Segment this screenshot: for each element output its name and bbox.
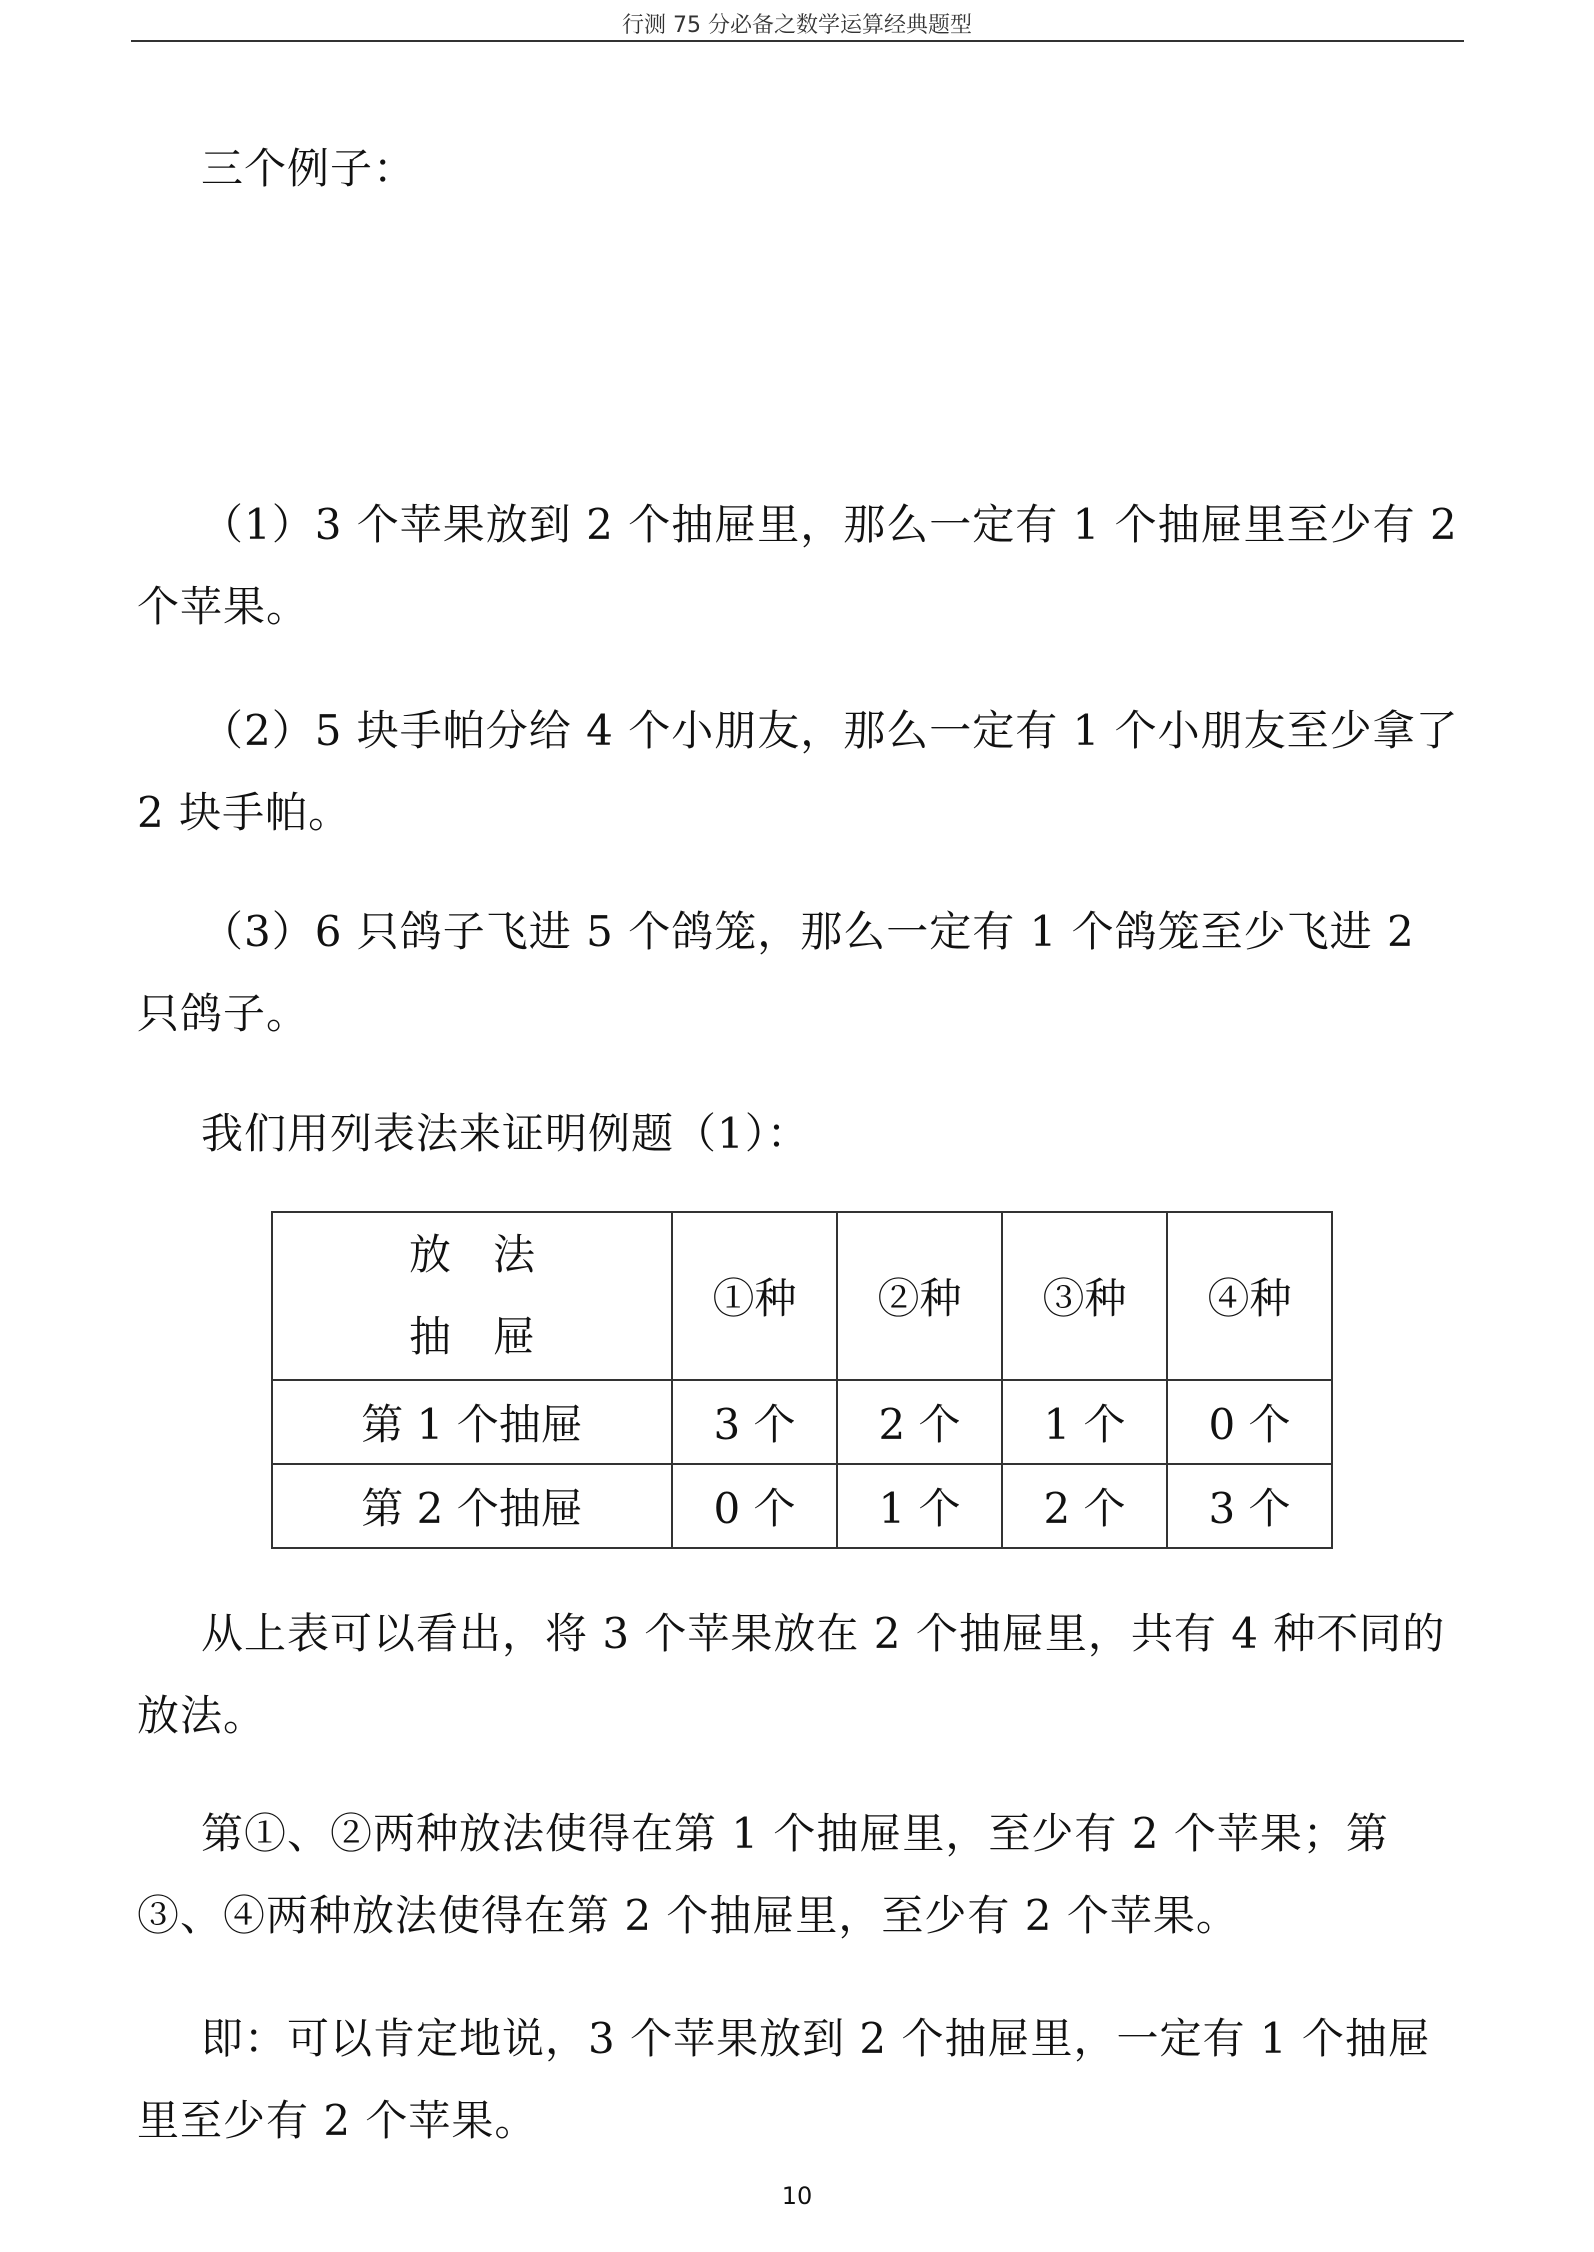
table-cell: 2 个 [837,1380,1002,1464]
row-label: 第 2 个抽屉 [272,1464,672,1548]
page-number: 10 [781,2182,813,2210]
table-cell: 3 个 [1167,1464,1332,1548]
cases-paragraph: 第①、②两种放法使得在第 1 个抽屉里，至少有 2 个苹果；第③、④两种放法使得在第 2 个抽屉里，至少有 2 个苹果。 [137,1809,1389,1940]
table-corner-cell [272,1212,672,1380]
column-header: ④种 [1167,1212,1332,1380]
table-cell: 2 个 [1002,1464,1167,1548]
example-1: （1）3 个苹果放到 2 个抽屉里，那么一定有 1 个抽屉里至少有 2 个苹果。 [137,500,1458,631]
table-cell: 3 个 [672,1380,837,1464]
list-method-intro: 我们用列表法来证明例题（1）： [201,1109,810,1158]
corner-label-drawer: 抽 屉 [408,1312,535,1361]
example-2: （2）5 块手帕分给 4 个小朋友，那么一定有 1 个小朋友至少拿了 2 块手帕。 [137,706,1459,837]
corner-label-method: 放 法 [408,1230,535,1279]
table-cell: 0 个 [1167,1380,1332,1464]
table-row [272,1464,1332,1548]
table-header-row [272,1212,1332,1380]
result-paragraph: 从上表可以看出，将 3 个苹果放在 2 个抽屉里，共有 4 种不同的放法。 [137,1609,1446,1740]
header-rule [131,40,1464,42]
placement-table [271,1211,1333,1549]
table-row [272,1380,1332,1464]
column-header: ③种 [1002,1212,1167,1380]
example-3: （3）6 只鸽子飞进 5 个鸽笼，那么一定有 1 个鸽笼至少飞进 2 只鸽子。 [137,907,1415,1038]
table-cell: 1 个 [1002,1380,1167,1464]
row-label: 第 1 个抽屉 [272,1380,672,1464]
examples-intro: 三个例子： [201,144,417,193]
running-header: 行测 75 分必备之数学运算经典题型 [622,13,972,38]
table-cell: 0 个 [672,1464,837,1548]
column-header: ②种 [837,1212,1002,1380]
table-cell: 1 个 [837,1464,1002,1548]
conclusion-paragraph: 即：可以肯定地说，3 个苹果放到 2 个抽屉里，一定有 1 个抽屉里至少有 2 个苹果。 [137,2014,1431,2145]
column-header: ①种 [672,1212,837,1380]
